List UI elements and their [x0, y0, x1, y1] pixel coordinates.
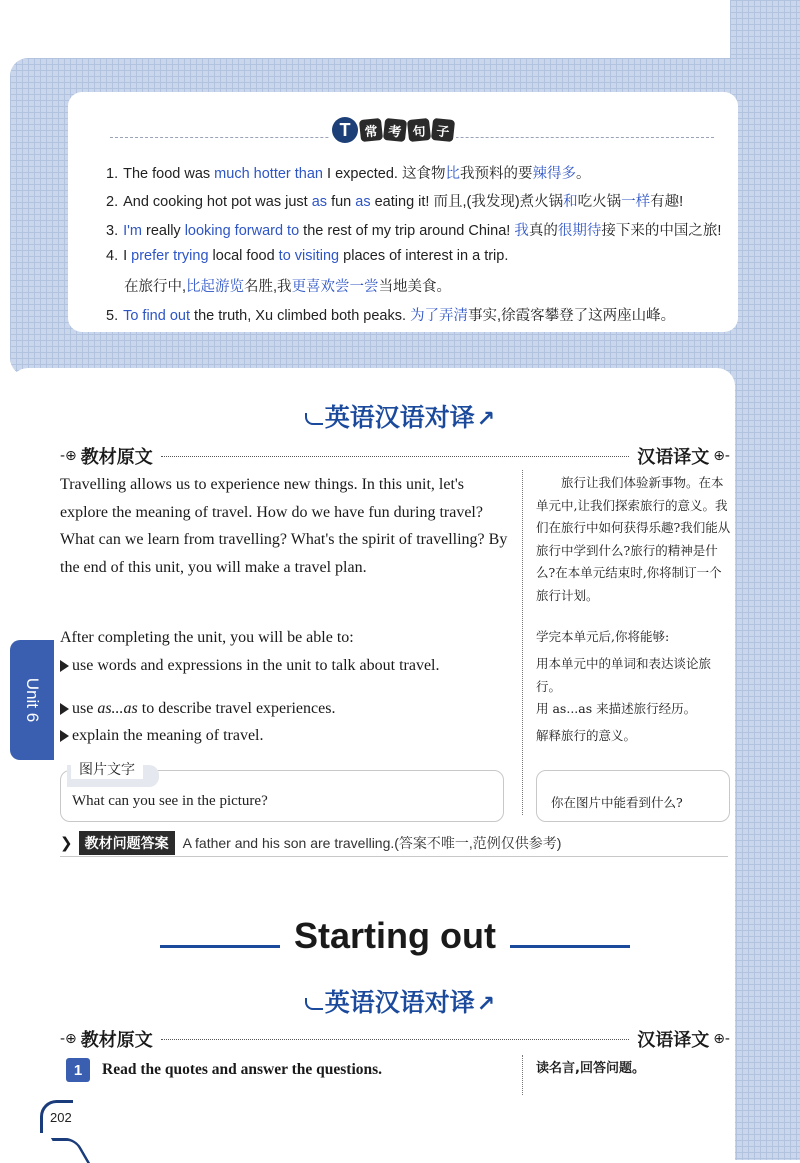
- badge-char: 子: [431, 118, 455, 142]
- left-column-label: -⊕ 教材原文: [60, 1026, 153, 1052]
- highlighted-phrase: much hotter than: [214, 166, 323, 182]
- highlighted-phrase: 更喜欢尝一尝: [291, 279, 379, 295]
- objective-2-pre: use: [72, 700, 98, 717]
- title-bar-right: [510, 925, 630, 948]
- highlighted-phrase: as: [311, 194, 328, 210]
- highlighted-phrase: 很期待: [557, 223, 602, 239]
- key-sentences-badge: [330, 114, 456, 146]
- key-sentence: [106, 304, 675, 325]
- sentence-text: really: [141, 223, 185, 239]
- highlighted-phrase: looking forward to: [184, 223, 300, 239]
- sentence-text: I: [123, 248, 132, 264]
- highlighted-phrase: 比起游览: [186, 279, 245, 295]
- objective-1-english: [60, 652, 510, 680]
- intro-english: Travelling allows us to experience new things. In this unit, let's explore the meaning of travel. How do we have fun during travel? What can we learn from travelling? What's the spirit of travelling? By the end of this unit, you will make a travel plan.: [60, 476, 508, 576]
- sentence-text: fun: [327, 194, 356, 210]
- answer-tag: 教材问题答案: [79, 831, 175, 855]
- triangle-bullet-icon: [60, 660, 69, 672]
- section2-column-header-row: [60, 1026, 730, 1052]
- right-column-label-text: 汉语译文: [637, 1030, 710, 1051]
- section-title-text: Starting out: [294, 915, 496, 956]
- objective-2-em: as...as: [97, 700, 138, 717]
- after-completing-chinese: 学完本单元后,你将能够:: [536, 629, 670, 644]
- textbook-answer-row: [60, 830, 728, 857]
- objective-1-text: use words and expressions in the unit to talk about travel.: [72, 657, 440, 674]
- sentence-number: 2.: [106, 194, 119, 210]
- sentence-text: local food: [208, 248, 279, 264]
- section-title: [160, 912, 630, 960]
- section-heading: [0, 398, 800, 434]
- sentence-text: 有趣!: [650, 194, 684, 210]
- left-column-label: -⊕ 教材原文: [60, 443, 153, 469]
- answer-text: A father and his son are travelling.(答案不唯一,范例仅供参考): [182, 835, 562, 851]
- sentence-text: the truth, Xu climbed both peaks.: [190, 308, 411, 324]
- sentence-text: The food was: [123, 166, 215, 182]
- dotted-line: [161, 456, 629, 457]
- highlighted-phrase: 我: [514, 223, 529, 239]
- section2-heading-text: 英语汉语对译: [324, 988, 475, 1017]
- column-separator: [522, 470, 523, 815]
- arrow-icon: ↗: [476, 406, 496, 432]
- right-column-label: 汉语译文 ⊕-: [637, 1026, 730, 1052]
- key-sentences-box: [68, 92, 738, 332]
- picture-text-label: 图片文字: [71, 759, 143, 779]
- page-number: [40, 1100, 74, 1134]
- key-sentence: [106, 162, 591, 183]
- triangle-bullet-icon: [60, 730, 69, 742]
- highlighted-phrase: 为了弄清: [410, 308, 469, 324]
- left-column-label-text: 教材原文: [80, 1030, 153, 1051]
- badge-t-icon: T: [332, 117, 358, 143]
- highlighted-phrase: 辣得多: [532, 166, 576, 182]
- sentence-text: I expected. 这食物: [323, 166, 446, 182]
- heading-deco-left: [305, 998, 323, 1010]
- sentence-text: And cooking hot pot was just: [123, 194, 312, 210]
- key-sentence: [106, 248, 508, 264]
- sentence-text: 。: [576, 166, 591, 182]
- objective-3-text: explain the meaning of travel.: [72, 727, 264, 744]
- dotted-line: [161, 1039, 629, 1040]
- chevron-right-icon: ❯: [60, 834, 73, 852]
- picture-question-chinese: 你在图片中能看到什么?: [551, 795, 683, 810]
- highlighted-phrase: 和: [563, 194, 578, 210]
- right-column-label-text: 汉语译文: [637, 447, 710, 468]
- highlighted-phrase: 比: [445, 166, 460, 182]
- key-sentence: [106, 219, 721, 240]
- picture-text-box: [60, 762, 504, 822]
- sentence-number: 3.: [106, 223, 119, 239]
- sentence-text: the rest of my trip around China!: [299, 223, 515, 239]
- objective-2-post: to describe travel experiences.: [137, 700, 336, 717]
- section2-heading: [0, 983, 800, 1019]
- sentence-number: 4.: [106, 248, 119, 264]
- highlighted-phrase: To find out: [123, 308, 191, 324]
- objective-3-chinese: 解释旅行的意义。: [536, 728, 637, 743]
- highlighted-phrase: 一样: [621, 194, 651, 210]
- sentence-text: 名胜,我: [244, 279, 292, 295]
- exercise-number-badge: 1: [66, 1058, 90, 1082]
- key-sentence: [106, 190, 683, 211]
- sentence-text: 真的: [528, 223, 558, 239]
- sentence-text: 事实,徐霞客攀登了这两座山峰。: [468, 308, 676, 324]
- picture-text-box-chinese: [536, 770, 730, 822]
- key-sentence: [124, 275, 451, 296]
- highlighted-phrase: I'm: [123, 223, 142, 239]
- picture-question: What can you see in the picture?: [72, 793, 268, 809]
- objective-2-chinese: 用 as...as 来描述旅行经历。: [536, 701, 697, 716]
- sentence-number: 5.: [106, 308, 119, 324]
- objective-2-english: [60, 695, 510, 723]
- exercise-instruction-english: Read the quotes and answer the questions.: [102, 1061, 383, 1078]
- unit-tab: [10, 640, 54, 760]
- badge-char: 句: [407, 118, 431, 142]
- highlighted-phrase: to visiting: [278, 248, 340, 264]
- badge-char: 考: [383, 118, 407, 142]
- sentence-text: 当地美食。: [378, 279, 452, 295]
- badge-char: 常: [359, 118, 383, 142]
- sentence-text: 在旅行中,: [124, 279, 187, 295]
- sentence-text: 吃火锅: [577, 194, 622, 210]
- objective-1-chinese: 用本单元中的单词和表达谈论旅行。: [536, 656, 712, 694]
- unit-tab-text: Unit 6: [23, 677, 42, 723]
- right-column-label: 汉语译文 ⊕-: [637, 443, 730, 469]
- after-completing-english: After completing the unit, you will be able to:: [60, 629, 354, 646]
- sentence-text: places of interest in a trip.: [339, 248, 509, 264]
- highlighted-phrase: prefer trying: [131, 248, 209, 264]
- column-header-row: [60, 443, 730, 469]
- sentence-text: eating it! 而且,(我发现)煮火锅: [370, 194, 564, 210]
- intro-chinese: 旅行让我们体验新事物。在本单元中,让我们探索旅行的意义。我们在旅行中如何获得乐趣?我们能从旅行中学到什么?旅行的精神是什么?在本单元结束时,你将制订一个旅行计划。: [536, 475, 731, 603]
- triangle-bullet-icon: [60, 703, 69, 715]
- title-bar-left: [160, 925, 280, 948]
- heading-deco-left: [305, 413, 323, 425]
- left-column-label-text: 教材原文: [80, 447, 153, 468]
- section-heading-text: 英语汉语对译: [324, 403, 475, 432]
- sentence-number: 1.: [106, 166, 119, 182]
- page-number-text: 202: [50, 1110, 72, 1125]
- highlighted-phrase: as: [355, 194, 371, 210]
- arrow-icon: ↗: [476, 991, 496, 1017]
- exercise-instruction-chinese: 读名言,回答问题。: [536, 1061, 645, 1076]
- objective-3-english: [60, 722, 510, 750]
- sentence-text: 我预料的要: [460, 166, 533, 182]
- sentence-text: 接下来的中国之旅!: [601, 223, 722, 239]
